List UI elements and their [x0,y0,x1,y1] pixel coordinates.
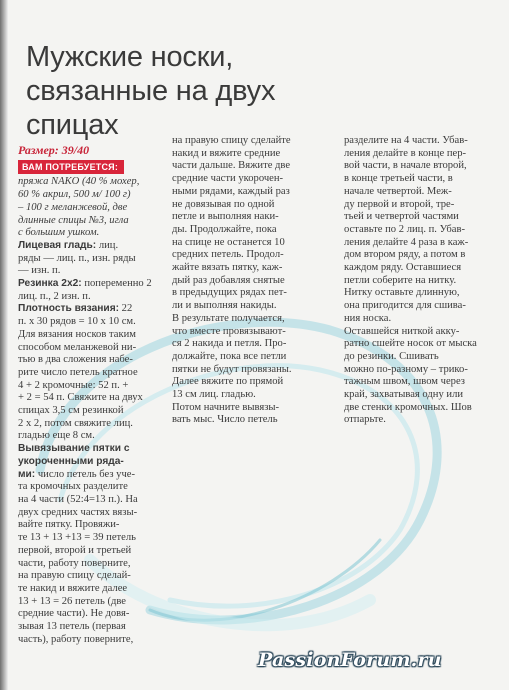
stockinette-text: лиц. ряды — лиц. п., изн. ряды — изн. п. [18,239,136,277]
toe-paragraph: разделите на 4 части. Убав- ления делайте в конце пер- вой части, в начале второй, в конце третьей части, в начале четвертой. Меж- ду первой и второй, тре- тьей и четвертой частями оставьте по 2 лиц. п. Убав- ления делайте 4 раза в каж- дом втором ряду, а потом в каждом ряду. Оставшиеся петли соберите на нитку. Нитку оставьте длинную, она пригодится для сшива- ния носка. [344,135,469,324]
column-2 [172,135,332,427]
stockinette-heading: Лицевая гладь: [18,239,97,251]
page-binding-shadow [0,0,8,690]
column-1 [18,144,163,646]
column-3 [344,135,499,427]
rib-text: попеременно 2 лиц. п., 2 изн. п. [18,278,152,302]
rib-heading: Резинка 2х2: [18,278,82,290]
gauge-heading: Плотность вязания: [18,303,120,315]
column-2-text: на правую спицу сделайте накид и вяжите средние части дальше. Вяжите две средние части укорочен- ными рядами, каждый раз не довязывая по одной петле и выполняя наки- ды. Продолжайте, пока на спице не останется 10 средних петель. Продол- жайте вязать пятку, каж- дый раз добавляя снятые в предыдущих рядах пет- ли и выполняя накиды. В результате получается, что вместе провязывают- ся 2 накида и петля. Про- должайте, пока все петли пятки не будут провязаны. Далее вяжите по прямой 13 см лиц. гладью. Потом начните вывязы- вать мыс. Число петель [172,135,292,426]
watermark: PassionForum.ru [258,649,442,671]
finishing-paragraph: Оставшейся ниткой акку- ратно сшейте носок от мыска до резинки. Сшивать можно по-разному – трико- тажным швом, швом через край, захватывая одну или две стенки кромочных. Шов отпарьте. [344,325,477,426]
gauge-paragraph [18,303,163,328]
intro-paragraph: Для вязания носков таким способом меланжевой ни- тью в два сложения набе- рите число петель кратное 4 + 2 кромочные: 52 п. + + 2 = 54 п. Свяжите на двух спицах 3,5 см резинкой 2 х 2, потом свяжите лиц. гладью еще 8 см. [18,328,143,442]
gauge-text: 22 п. х 30 рядов = 10 х 10 см. [18,303,136,328]
materials-text: пряжа NAKO (40 % мохер, 60 % акрил, 500 м/ 100 г) – 100 г меланжевой, две длинные спицы №3, игла с большим ушком. [18,176,140,239]
stockinette-paragraph [18,240,163,278]
rib-paragraph [18,278,163,303]
article-title: Мужские носки, связанные на двух спицах [26,41,276,141]
heel-heading: Вывязывание пятки с укороченными ряда- ми: [18,443,130,480]
heel-paragraph [18,443,163,646]
materials-needed-badge: ВАМ ПОТРЕБУЕТСЯ: [18,160,124,175]
size-label: Размер: 39/40 [18,143,90,157]
heel-text: число петель без уче- та кромочных разделите на 4 части (52:4=13 п.). На двух средних частях вязы- вайте пятку. Провяжи- те 13 + 13 +13 = 39 петель первой, второй и третьей части, работу поверните, на правую спицу сделай- те накид и вяжите далее 13 + 13 = 26 петель (две средние части). Не довя- зывая 13 петель (первая часть), работу поверните, [18,468,138,645]
